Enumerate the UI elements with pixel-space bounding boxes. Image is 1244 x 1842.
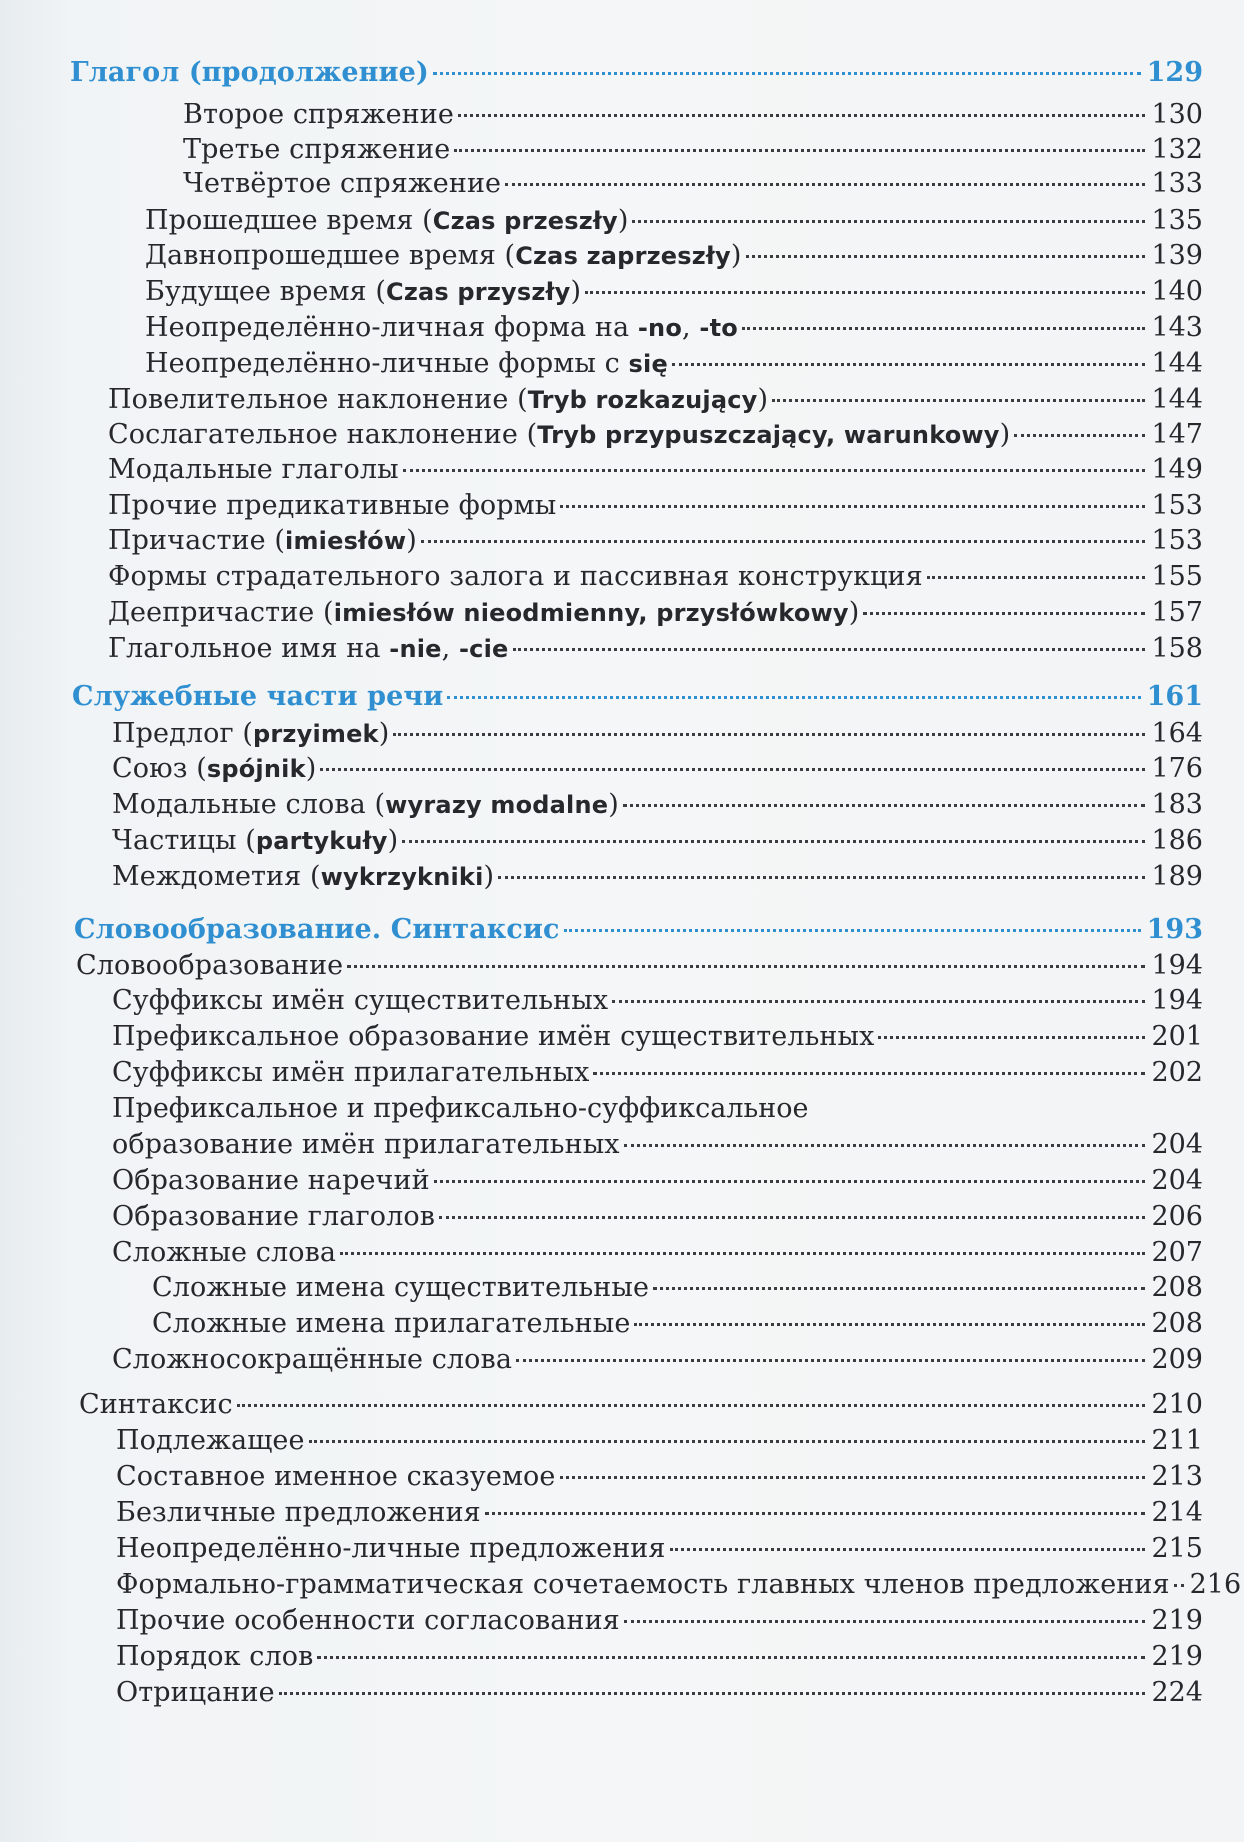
page-number: 164 bbox=[1151, 718, 1203, 749]
polish-term: -nie bbox=[389, 635, 442, 663]
toc-entry bbox=[79, 1388, 1203, 1422]
page-number: 209 bbox=[1151, 1344, 1203, 1375]
dot-leader bbox=[340, 1252, 1145, 1255]
entry-title bbox=[108, 383, 768, 417]
toc-entry bbox=[116, 1640, 1203, 1674]
polish-term: partykuły bbox=[255, 827, 388, 855]
toc-entry bbox=[183, 167, 1203, 201]
entry-text: ) bbox=[730, 240, 742, 271]
entry-text: Сослагательное наклонение ( bbox=[108, 419, 538, 450]
entry-text: Словообразование bbox=[76, 950, 344, 981]
toc-entry bbox=[112, 717, 1203, 751]
entry-text: ) bbox=[570, 276, 582, 307]
dot-leader bbox=[1174, 1584, 1184, 1587]
entry-title bbox=[152, 1307, 630, 1341]
dot-leader bbox=[878, 1036, 1145, 1039]
polish-term: imiesłów nieodmienny, przysłówkowy bbox=[333, 599, 849, 627]
page-number: 183 bbox=[1151, 789, 1203, 820]
entry-title-first-line: Префиксальное и префиксально-суффиксальное bbox=[112, 1093, 809, 1124]
polish-term: Tryb przypuszczający, warunkowy bbox=[537, 421, 1000, 449]
toc-entry bbox=[112, 1128, 1203, 1162]
entry-text: , bbox=[441, 633, 460, 664]
dot-leader bbox=[317, 1656, 1145, 1659]
entry-text: Частицы ( bbox=[112, 825, 256, 856]
page-number: 204 bbox=[1151, 1129, 1203, 1160]
entry-text: Составное именное сказуемое bbox=[116, 1461, 556, 1492]
toc-entry bbox=[112, 1236, 1203, 1270]
toc-entry bbox=[116, 1604, 1203, 1638]
page-number: 132 bbox=[1151, 134, 1203, 165]
toc-entry bbox=[112, 1343, 1203, 1377]
entry-text: Модальные слова ( bbox=[112, 789, 386, 820]
toc-entry bbox=[152, 1271, 1203, 1305]
page-number: 153 bbox=[1151, 525, 1203, 556]
toc-entry bbox=[116, 1460, 1203, 1494]
entry-text: Сложносокращённые слова bbox=[112, 1344, 513, 1375]
dot-leader bbox=[670, 1548, 1146, 1551]
entry-text: Деепричастие ( bbox=[108, 597, 334, 628]
toc-entry bbox=[112, 752, 1203, 786]
toc-entry bbox=[112, 1200, 1203, 1234]
dot-leader bbox=[447, 696, 1140, 699]
page-number: 129 bbox=[1146, 57, 1203, 88]
entry-text: ) bbox=[608, 789, 619, 820]
dot-leader bbox=[560, 1476, 1146, 1479]
entry-title bbox=[116, 1532, 666, 1566]
toc-entry bbox=[116, 1424, 1203, 1458]
polish-term: wyrazy modalne bbox=[385, 791, 609, 819]
dot-leader bbox=[237, 1404, 1146, 1407]
page-number: 204 bbox=[1151, 1165, 1203, 1196]
toc-entry bbox=[116, 1568, 1242, 1602]
page-number: 139 bbox=[1151, 240, 1203, 271]
polish-term: Czas zaprzeszły bbox=[515, 242, 731, 270]
entry-text: Формы страдательного залога и пассивная конструкция bbox=[108, 561, 923, 592]
entry-text: Междометия ( bbox=[112, 861, 321, 892]
page-number: 219 bbox=[1151, 1641, 1203, 1672]
page-number: 201 bbox=[1151, 1021, 1203, 1052]
dot-leader bbox=[516, 1359, 1145, 1362]
entry-title bbox=[108, 632, 509, 666]
entry-text: ) bbox=[999, 419, 1011, 450]
entry-text: Неопределённо-личная форма на bbox=[145, 312, 638, 343]
entry-title bbox=[108, 489, 556, 523]
entry-title bbox=[145, 347, 668, 381]
entry-text: Прошедшее время ( bbox=[145, 205, 433, 236]
page-number: 161 bbox=[1146, 681, 1203, 712]
dot-leader bbox=[498, 876, 1145, 879]
page-number: 158 bbox=[1151, 633, 1203, 664]
entry-title bbox=[145, 204, 628, 238]
dot-leader bbox=[320, 768, 1145, 771]
dot-leader bbox=[624, 1144, 1146, 1147]
dot-leader bbox=[505, 183, 1145, 186]
toc-entry bbox=[183, 133, 1203, 167]
section-heading bbox=[72, 680, 1203, 714]
toc-entry bbox=[145, 311, 1203, 345]
dot-leader bbox=[393, 733, 1145, 736]
toc-entry bbox=[112, 1164, 1203, 1198]
page-number: 215 bbox=[1151, 1533, 1203, 1564]
entry-title bbox=[116, 1676, 275, 1710]
page-number: 213 bbox=[1151, 1461, 1203, 1492]
toc-entry bbox=[112, 984, 1203, 1018]
toc-entry bbox=[108, 453, 1203, 487]
toc-entry bbox=[108, 524, 1203, 558]
dot-leader bbox=[485, 1512, 1146, 1515]
page-number: 194 bbox=[1151, 950, 1203, 981]
dot-leader bbox=[402, 840, 1145, 843]
entry-title bbox=[183, 133, 450, 167]
entry-text: ) bbox=[387, 825, 399, 856]
entry-title bbox=[183, 98, 454, 132]
polish-term: spójnik bbox=[206, 755, 306, 783]
toc-entry bbox=[112, 1020, 1203, 1054]
toc-entry bbox=[108, 632, 1203, 666]
dot-leader bbox=[1014, 434, 1145, 437]
page-number: 208 bbox=[1151, 1308, 1203, 1339]
entry-text: ) bbox=[617, 205, 629, 236]
page-number: 133 bbox=[1151, 168, 1203, 199]
page-number: 147 bbox=[1151, 419, 1203, 450]
entry-title bbox=[79, 1388, 233, 1422]
dot-leader bbox=[564, 929, 1141, 932]
page-number: 176 bbox=[1151, 753, 1203, 784]
polish-term: -to bbox=[699, 314, 738, 342]
entry-text: Глагольное имя на bbox=[108, 633, 390, 664]
entry-title bbox=[112, 717, 389, 751]
entry-text: ) bbox=[848, 597, 860, 628]
page-number: 193 bbox=[1146, 914, 1203, 945]
entry-title bbox=[116, 1460, 556, 1494]
entry-text: Второе спряжение bbox=[183, 99, 454, 130]
polish-term: -cie bbox=[459, 635, 509, 663]
page-number: 224 bbox=[1151, 1677, 1203, 1708]
polish-term: wykrzykniki bbox=[320, 863, 484, 891]
entry-title bbox=[112, 1343, 512, 1377]
entry-text: Безличные предложения bbox=[116, 1497, 481, 1528]
page-number: 211 bbox=[1151, 1425, 1203, 1456]
dot-leader bbox=[421, 540, 1146, 543]
page-number: 210 bbox=[1151, 1389, 1203, 1420]
entry-text: Четвёртое спряжение bbox=[183, 168, 502, 199]
dot-leader bbox=[454, 149, 1145, 152]
entry-text: Будущее время ( bbox=[145, 276, 386, 307]
toc-entry bbox=[145, 275, 1203, 309]
entry-title bbox=[112, 1236, 336, 1270]
entry-title bbox=[76, 949, 343, 983]
entry-title bbox=[145, 275, 581, 309]
entry-title bbox=[108, 596, 859, 630]
entry-title bbox=[112, 1128, 620, 1162]
entry-text: Подлежащее bbox=[116, 1425, 305, 1456]
toc-entry bbox=[108, 560, 1203, 594]
polish-term: imiesłów bbox=[285, 527, 407, 555]
dot-leader bbox=[458, 114, 1145, 117]
page-number: 143 bbox=[1151, 312, 1203, 343]
entry-title bbox=[112, 1056, 589, 1090]
page-number: 130 bbox=[1151, 99, 1203, 130]
dot-leader bbox=[927, 576, 1146, 579]
entry-text: ) bbox=[483, 861, 495, 892]
entry-text: , bbox=[682, 312, 700, 343]
entry-title bbox=[112, 788, 619, 822]
page-number: 140 bbox=[1151, 276, 1203, 307]
section-title: Словообразование. Синтаксис bbox=[74, 914, 560, 945]
dot-leader bbox=[433, 72, 1141, 75]
page-number: 153 bbox=[1151, 490, 1203, 521]
dot-leader bbox=[653, 1287, 1145, 1290]
polish-term: Czas przyszły bbox=[386, 278, 571, 306]
entry-text: Неопределённо-личные формы с bbox=[145, 348, 629, 379]
page-number: 189 bbox=[1151, 861, 1203, 892]
dot-leader bbox=[513, 648, 1146, 651]
entry-title bbox=[116, 1604, 620, 1638]
dot-leader bbox=[403, 469, 1146, 472]
entry-text: Давнопрошедшее время ( bbox=[145, 240, 516, 271]
entry-text: Суффиксы имён существительных bbox=[112, 985, 609, 1016]
page-number: 219 bbox=[1151, 1605, 1203, 1636]
entry-text: Префиксальное образование имён существительных bbox=[112, 1021, 875, 1052]
entry-text: ) bbox=[378, 718, 390, 749]
entry-text: Сложные имена существительные bbox=[152, 1272, 650, 1303]
entry-title bbox=[108, 560, 923, 594]
page-number: 202 bbox=[1151, 1057, 1203, 1088]
entry-text: ) bbox=[406, 525, 417, 556]
entry-title bbox=[112, 860, 494, 894]
toc-entry bbox=[108, 383, 1203, 417]
entry-text: Повелительное наклонение ( bbox=[108, 384, 528, 415]
dot-leader bbox=[347, 965, 1145, 968]
entry-title bbox=[116, 1640, 313, 1674]
dot-leader bbox=[742, 327, 1146, 330]
page-number: 186 bbox=[1151, 825, 1203, 856]
polish-term: się bbox=[628, 350, 668, 378]
entry-title bbox=[116, 1496, 481, 1530]
entry-title bbox=[116, 1424, 305, 1458]
section-heading bbox=[70, 56, 1203, 90]
page-number: 208 bbox=[1151, 1272, 1203, 1303]
toc-entry bbox=[108, 418, 1203, 452]
entry-text: Суффиксы имён прилагательных bbox=[112, 1057, 590, 1088]
entry-text: Синтаксис bbox=[79, 1389, 233, 1420]
page-number: 194 bbox=[1151, 985, 1203, 1016]
toc-entry bbox=[116, 1532, 1203, 1566]
toc-entry bbox=[76, 949, 1203, 983]
toc-entry bbox=[145, 347, 1203, 381]
entry-title bbox=[108, 453, 399, 487]
entry-text: Причастие ( bbox=[108, 525, 286, 556]
polish-term: -no bbox=[637, 314, 683, 342]
polish-term: Czas przeszły bbox=[432, 207, 618, 235]
entry-text: Неопределённо-личные предложения bbox=[116, 1533, 666, 1564]
dot-leader bbox=[560, 505, 1145, 508]
entry-text: Образование наречий bbox=[112, 1165, 430, 1196]
entry-text: Сложные слова bbox=[112, 1237, 337, 1268]
dot-leader bbox=[672, 363, 1146, 366]
toc-entry bbox=[108, 489, 1203, 523]
page-number: 135 bbox=[1151, 205, 1203, 236]
toc-entry bbox=[112, 1056, 1203, 1090]
dot-leader bbox=[863, 612, 1145, 615]
dot-leader bbox=[624, 1620, 1146, 1623]
dot-leader bbox=[585, 291, 1145, 294]
entry-title bbox=[112, 984, 608, 1018]
dot-leader bbox=[434, 1180, 1146, 1183]
toc-entry-line bbox=[112, 1092, 808, 1126]
toc-entry bbox=[183, 98, 1203, 132]
dot-leader bbox=[593, 1072, 1145, 1075]
toc-entry bbox=[112, 824, 1203, 858]
dot-leader bbox=[439, 1216, 1145, 1219]
toc-entry bbox=[108, 596, 1203, 630]
dot-leader bbox=[634, 1323, 1145, 1326]
page-number: 214 bbox=[1151, 1497, 1203, 1528]
section-heading bbox=[74, 913, 1203, 947]
entry-text: Прочие предикативные формы bbox=[108, 490, 557, 521]
entry-text: Союз ( bbox=[112, 753, 207, 784]
entry-title bbox=[183, 167, 501, 201]
toc-entry bbox=[145, 239, 1203, 273]
section-title: Служебные части речи bbox=[72, 681, 444, 712]
dot-leader bbox=[746, 255, 1146, 258]
entry-text: Отрицание bbox=[116, 1677, 275, 1708]
toc-entry bbox=[145, 204, 1203, 238]
page-number: 144 bbox=[1151, 348, 1203, 379]
entry-title bbox=[145, 239, 742, 273]
page-number: 206 bbox=[1151, 1201, 1203, 1232]
dot-leader bbox=[309, 1440, 1146, 1443]
entry-text: Предлог ( bbox=[112, 718, 254, 749]
entry-title bbox=[112, 1164, 430, 1198]
toc-entry bbox=[152, 1307, 1203, 1341]
entry-title bbox=[145, 311, 738, 345]
polish-term: przyimek bbox=[253, 720, 379, 748]
entry-text: ) bbox=[757, 384, 769, 415]
entry-title bbox=[116, 1568, 1170, 1602]
dot-leader bbox=[279, 1692, 1146, 1695]
entry-title bbox=[108, 418, 1010, 452]
page-number: 149 bbox=[1151, 454, 1203, 485]
page-number: 144 bbox=[1151, 384, 1203, 415]
entry-title bbox=[112, 824, 398, 858]
section-title: Глагол (продолжение) bbox=[70, 57, 429, 88]
dot-leader bbox=[623, 804, 1146, 807]
entry-text: Формально-грамматическая сочетаемость главных членов предложения bbox=[116, 1569, 1170, 1600]
page-number: 155 bbox=[1151, 561, 1203, 592]
page-number: 157 bbox=[1151, 597, 1203, 628]
toc-entry bbox=[116, 1496, 1203, 1530]
toc-entry bbox=[112, 788, 1203, 822]
dot-leader bbox=[772, 399, 1145, 402]
page-number: 207 bbox=[1151, 1237, 1203, 1268]
entry-text: Сложные имена прилагательные bbox=[152, 1308, 631, 1339]
page-number: 216 bbox=[1189, 1569, 1242, 1600]
entry-text: образование имён прилагательных bbox=[112, 1129, 620, 1160]
entry-title bbox=[108, 524, 417, 558]
toc-entry bbox=[116, 1676, 1203, 1710]
entry-title bbox=[152, 1271, 649, 1305]
dot-leader bbox=[632, 220, 1145, 223]
entry-text: Образование глаголов bbox=[112, 1201, 436, 1232]
entry-text: ) bbox=[305, 753, 317, 784]
dot-leader bbox=[612, 1000, 1145, 1003]
entry-text: Порядок слов bbox=[116, 1641, 314, 1672]
entry-title bbox=[112, 752, 316, 786]
entry-title bbox=[112, 1200, 435, 1234]
toc-entry bbox=[112, 860, 1203, 894]
entry-title bbox=[112, 1020, 874, 1054]
polish-term: Tryb rozkazujący bbox=[527, 386, 758, 414]
entry-text: Модальные глаголы bbox=[108, 454, 399, 485]
entry-text: Прочие особенности согласования bbox=[116, 1605, 620, 1636]
entry-text: Третье спряжение bbox=[183, 134, 451, 165]
